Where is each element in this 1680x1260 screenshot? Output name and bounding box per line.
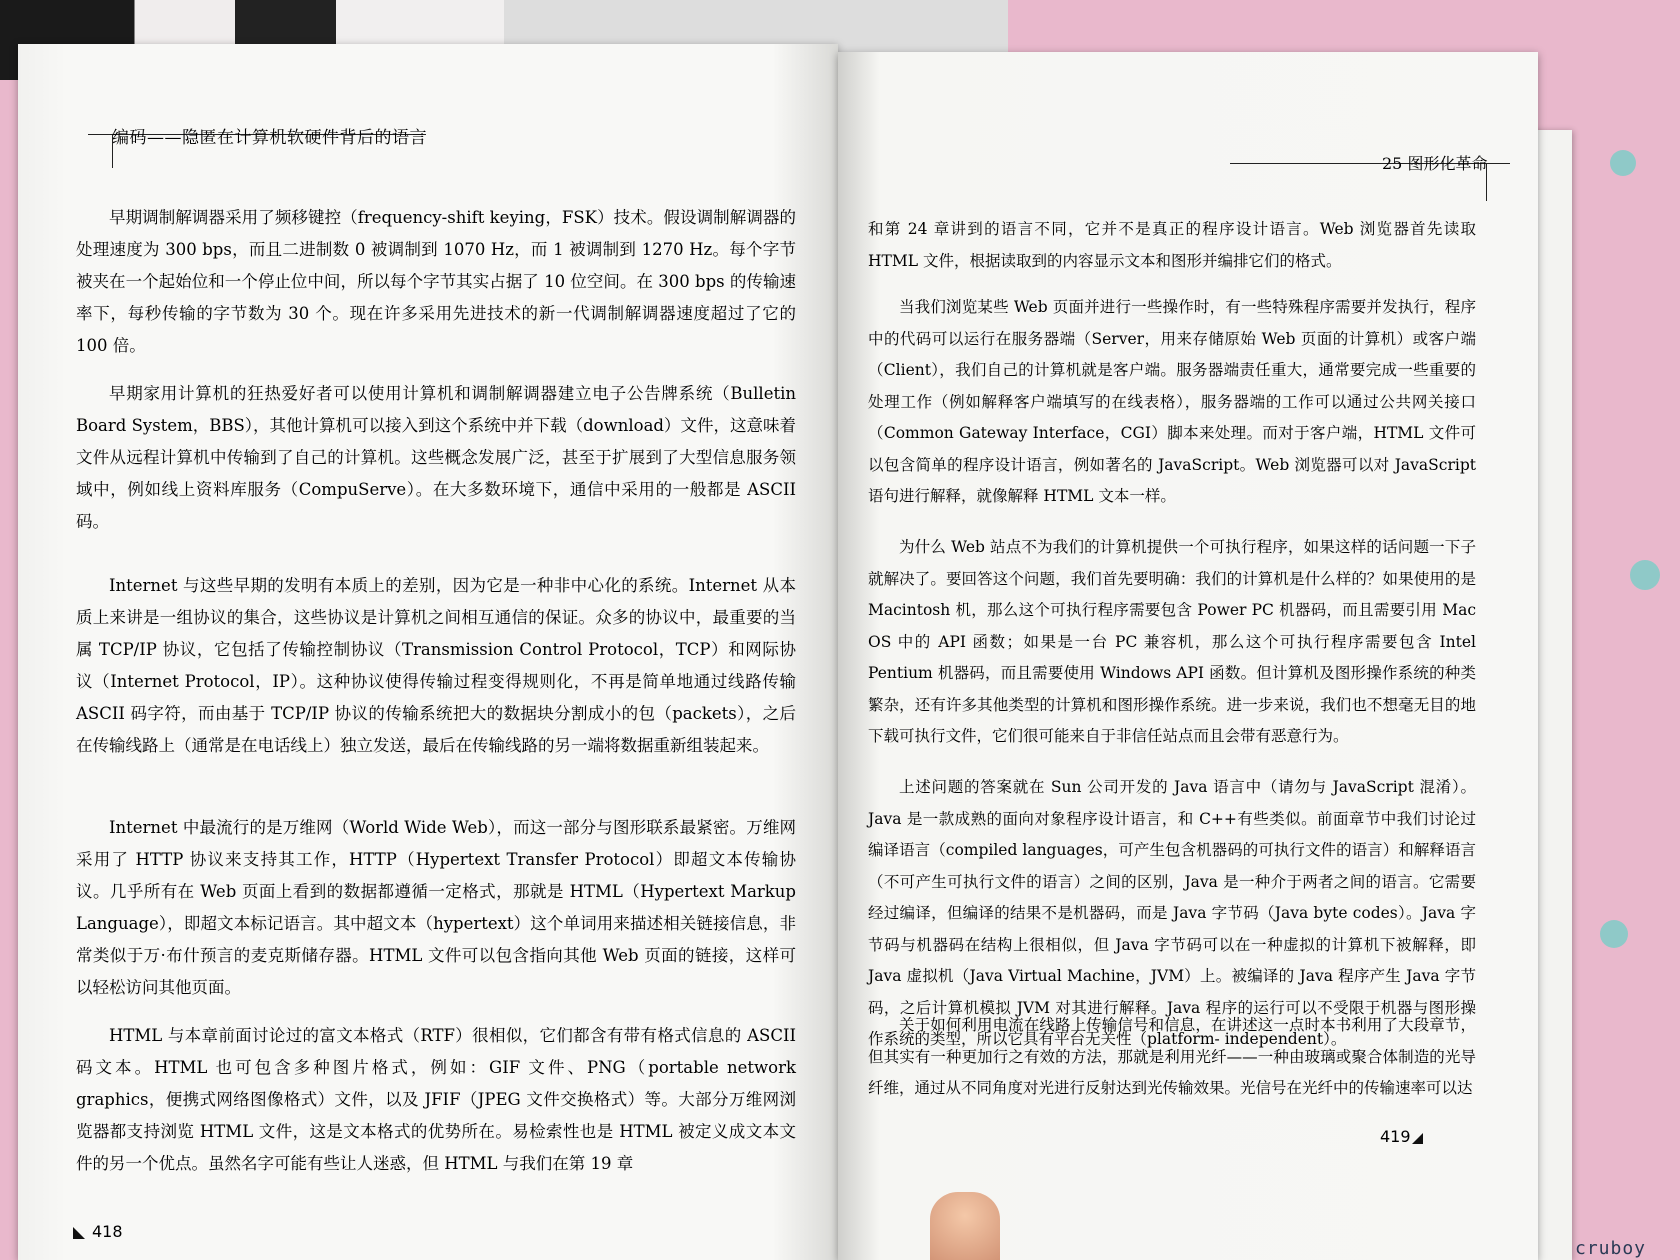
- left-page-header: 编码——隐匿在计算机软硬件背后的语言: [112, 128, 427, 148]
- background-dot: [1630, 560, 1660, 590]
- right-page-header: 25 图形化革命: [1382, 154, 1488, 173]
- page-marker-icon: [73, 1227, 85, 1239]
- right-page-number: 419: [1380, 1127, 1411, 1146]
- right-paragraph: 和第 24 章讲到的语言不同，它并不是真正的程序设计语言。Web 浏览器首先读取 HTML 文件，根据读取到的内容显示文本和图形并编排它们的格式。: [868, 220, 1476, 270]
- left-paragraph: Internet 与这些早期的发明有本质上的差别，因为它是一种非中心化的系统。Internet 从本质上来讲是一组协议的集合，这些协议是计算机之间相互通信的保证。众多的协议中，最重要的当属 TCP/IP 协议，它包括了传输控制协议（Transmission Control Protocol，TCP）和网际协议（Internet Protocol，IP）。这种协议使得传输过程变得规则化，不再是简单地通过线路传输 ASCII 码字符，而由基于 TCP/IP 协议的传输系统把大的数据块分割成小的包（packets），之后在传输线路上（通常是在电话线上）独立发送，最后在传输线路的另一端将数据重新组装起来。: [76, 576, 796, 755]
- background-dot: [1600, 920, 1628, 948]
- background-dot: [1610, 150, 1636, 176]
- left-paragraph: Internet 中最流行的是万维网（World Wide Web），而这一部分与图形联系最紧密。万维网采用了 HTTP 协议来支持其工作，HTTP（Hypertext Transfer Protocol）即超文本传输协议。几乎所有在 Web 页面上看到的数据都遵循一定格式，那就是 HTML（Hypertext Markup Language），即超文本标记语言。其中超文本（hypertext）这个单词用来描述相关链接信息，非常类似于万·布什预言的麦克斯储存器。HTML 文件可以包含指向其他 Web 页面的链接，这样可以轻松访问其他页面。: [76, 818, 796, 997]
- right-paragraph: 为什么 Web 站点不为我们的计算机提供一个可执行程序，如果这样的话问题一下子就解决了。要回答这个问题，我们首先要明确：我们的计算机是什么样的？如果使用的是 Macintosh 机，那么这个可执行程序需要包含 Power PC 机器码，而且需要引用 Mac OS 中的 API 函数；如果是一台 PC 兼容机，那么这个可执行程序需要包含 Intel Pentium 机器码，而且需要使用 Windows API 函数。但计算机及图形操作系统的种类繁杂，还有许多其他类型的计算机和图形操作系统。进一步来说，我们也不想毫无目的地下载可执行文件，它们很可能来自于非信任站点而且会带有恶意行为。: [868, 538, 1476, 745]
- left-paragraph: 早期家用计算机的狂热爱好者可以使用计算机和调制解调器建立电子公告牌系统（Bulletin Board System，BBS），其他计算机可以接入到这个系统中并下载（download）文件，这意味着文件从远程计算机中传输到了自己的计算机。这些概念发展广泛，甚至于扩展到了大型信息服务领域中，例如线上资料库服务（CompuServe）。在大多数环境下，通信中采用的一般都是 ASCII 码。: [76, 384, 796, 531]
- watermark: cruboy: [1575, 1238, 1647, 1259]
- right-paragraph: 当我们浏览某些 Web 页面并进行一些操作时，有一些特殊程序需要并发执行，程序中的代码可以运行在服务器端（Server，用来存储原始 Web 页面的计算机）或客户端（Client），我们自己的计算机就是客户端。服务器端责任重大，通常要完成一些重要的处理工作（例如解释客户端填写的在线表格），服务器端的工作可以通过公共网关接口（Common Gateway Interface，CGI）脚本来处理。而对于客户端，HTML 文件可以包含简单的程序设计语言，例如著名的 JavaScript。Web 浏览器可以对 JavaScript 语句进行解释，就像解释 HTML 文本一样。: [868, 298, 1476, 505]
- page-marker-icon: [1412, 1133, 1423, 1144]
- left-page-number: 418: [92, 1222, 123, 1241]
- left-paragraph: HTML 与本章前面讨论过的富文本格式（RTF）很相似，它们都含有带有格式信息的 ASCII 码文本。HTML 也可包含多种图片格式，例如：GIF 文件、PNG（portable network graphics，便携式网络图像格式）文件，以及 JFIF（JPEG 文件交换格式）等。大部分万维网浏览器都支持浏览 HTML 文件，这是文本格式的优势所在。易检索性也是 HTML 被定义成文本文件的另一个优点。虽然名字可能有些让人迷惑，但 HTML 与我们在第 19 章: [76, 1026, 796, 1173]
- left-paragraph: 早期调制解调器采用了频移键控（frequency-shift keying，FSK）技术。假设调制解调器的处理速度为 300 bps，而且二进制数 0 被调制到 1070 Hz，而 1 被调制到 1270 Hz。每个字节被夹在一个起始位和一个停止位中间，所以每个字节其实占据了 10 位空间。在 300 bps 的传输速率下，每秒传输的字节数为 30 个。现在许多采用先进技术的新一代调制解调器速度超过了它的 100 倍。: [76, 208, 796, 355]
- right-paragraph: 关于如何利用电流在线路上传输信号和信息，在讲述这一点时本书利用了大段章节，但其实有一种更加行之有效的方法，那就是利用光纤——一种由玻璃或聚合体制造的光导纤维，通过从不同角度对光进行反射达到光传输效果。光信号在光纤中的传输速率可以达: [868, 1016, 1476, 1097]
- right-paragraph: 上述问题的答案就在 Sun 公司开发的 Java 语言中（请勿与 JavaScript 混淆）。Java 是一款成熟的面向对象程序设计语言，和 C++有些类似。前面章节中我们讨论过编译语言（compiled languages，可产生包含机器码的可执行文件的语言）和解释语言（不可产生可执行文件的语言）之间的区别，Java 是一种介于两者之间的语言。它需要经过编译，但编译的结果不是机器码，而是 Java 字节码（Java byte codes）。Java 字节码与机器码在结构上很相似，但 Java 字节码可以在一种虚拟的计算机下被解释，即 Java 虚拟机（Java Virtual Machine，JVM）上。被编译的 Java 程序产生 Java 字节码，之后计算机模拟 JVM 对其进行解释。Java 程序的运行可以不受限于机器与图形操作系统的类型，所以它具有平台无关性（platform- independent）。: [868, 778, 1476, 1048]
- thumb: [930, 1192, 1000, 1260]
